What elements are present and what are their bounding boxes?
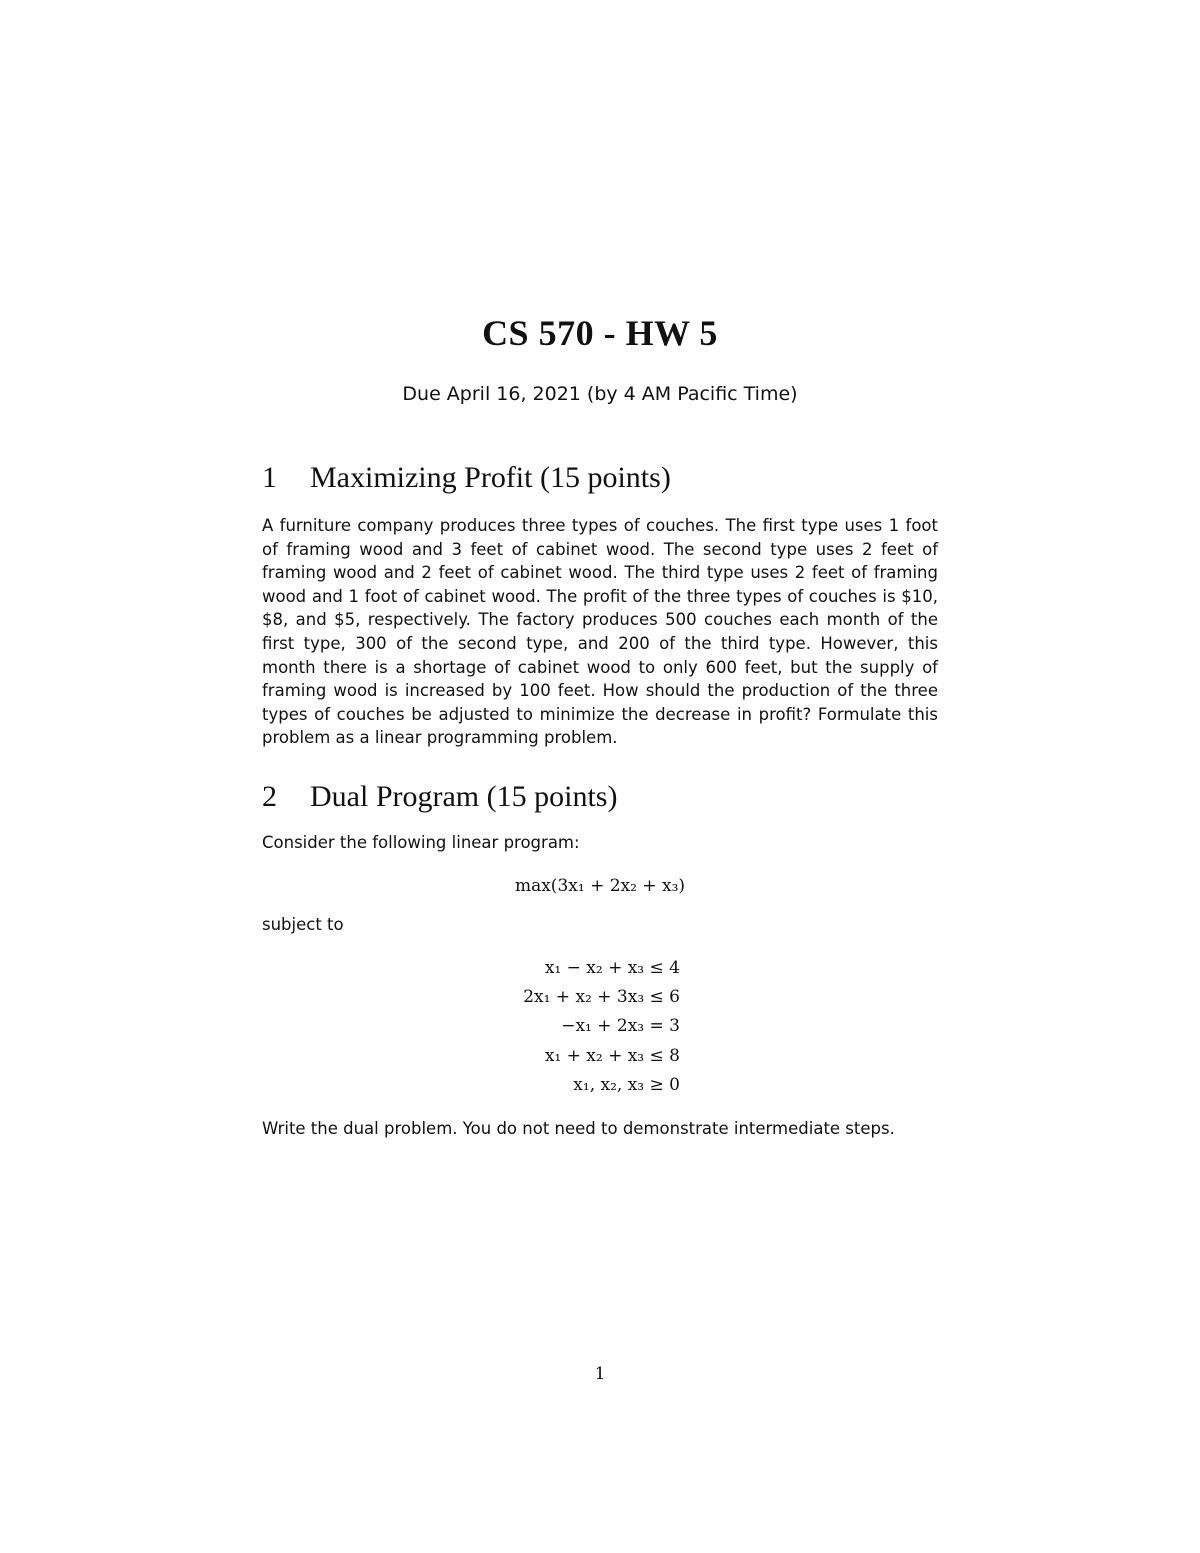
subject-to-label: subject to	[262, 915, 344, 934]
section-1-body: A furniture company produces three types of couches. The first type uses 1 foot of framing wood and 3 feet of cabinet wood. The second type uses 2 feet of framing wood and 2 feet of cabinet wood. The third type uses 2 feet of framing wood and 1 foot of cabinet wood. The profit of the three types of couches is $10, $8, and $5, respectively. The factory produces 500 couches each month of the first type, 300 of the second type, and 200 of the third type. However, this month there is a shortage of cabinet wood to only 600 feet, but the supply of framing wood is increased by 100 feet. How should the production of the three types of couches be adjusted to minimize the decrease in profit? Formulate this problem as a linear programming problem.	[262, 516, 938, 748]
section-1-heading	[262, 461, 671, 495]
constraint-2: 2x₁ + x₂ + 3x₃ ≤ 6	[523, 987, 680, 1007]
section-1-number: 1	[262, 461, 277, 494]
page-number: 1	[594, 1364, 606, 1384]
page-title: CS 570 - HW 5	[482, 313, 718, 353]
objective-function: max(3x₁ + 2x₂ + x₃)	[514, 876, 686, 896]
section-2-heading	[262, 780, 617, 814]
section-1-title: Maximizing Profit (15 points)	[310, 461, 671, 494]
constraint-4: x₁ + x₂ + x₃ ≤ 8	[544, 1046, 680, 1066]
section-2-intro: Consider the following linear program:	[262, 833, 580, 852]
constraint-5: x₁, x₂, x₃ ≥ 0	[573, 1075, 680, 1095]
section-2-closing: Write the dual problem. You do not need to demonstrate intermediate steps.	[262, 1119, 895, 1138]
constraint-1: x₁ − x₂ + x₃ ≤ 4	[544, 958, 680, 978]
due-date: Due April 16, 2021 (by 4 AM Pacific Time)	[402, 383, 798, 405]
section-2-number: 2	[262, 780, 277, 813]
constraint-3: −x₁ + 2x₃ = 3	[561, 1016, 680, 1036]
section-2-title: Dual Program (15 points)	[310, 780, 618, 813]
